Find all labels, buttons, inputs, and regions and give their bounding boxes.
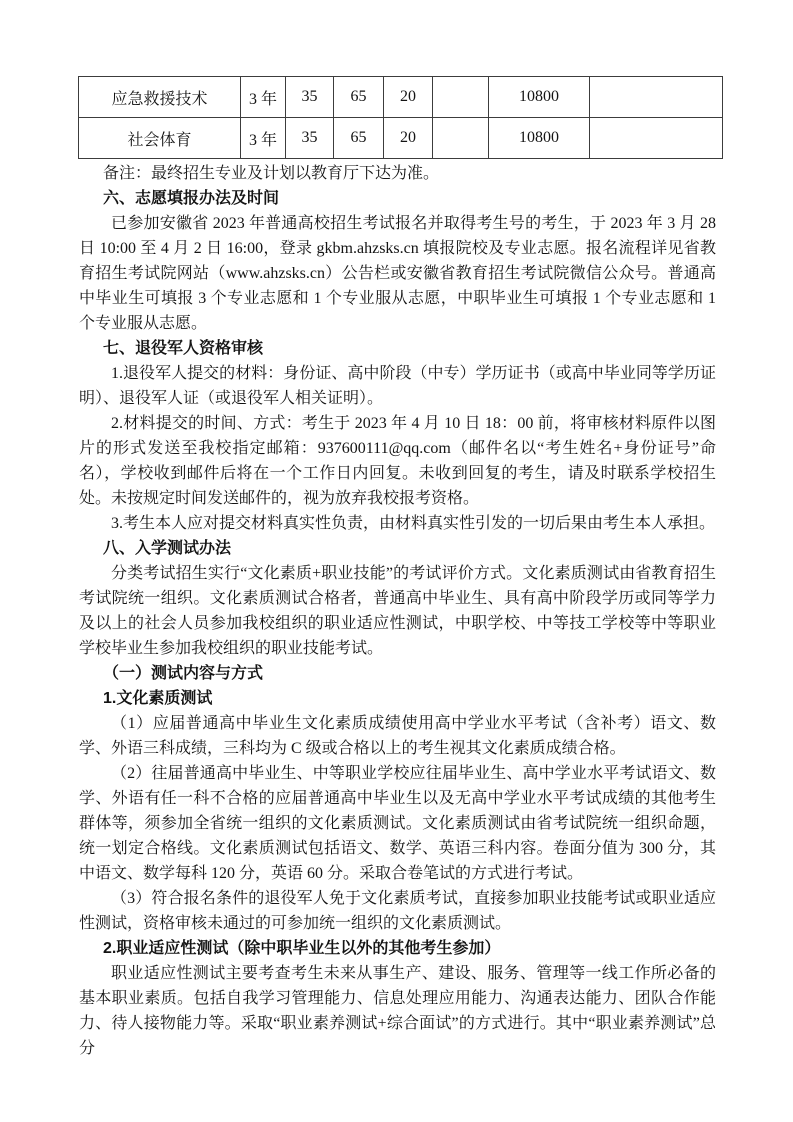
enrollment-plan-table: [78, 76, 723, 159]
table-row: [79, 118, 723, 159]
paragraph: （1）应届普通高中毕业生文化素质成绩使用高中学业水平考试（含补考）语文、数学、外语三科成绩，三科均为 C 级或合格以上的考生视其文化素质成绩合格。: [79, 715, 716, 757]
table-cell: 10800: [489, 77, 590, 118]
note-line: 备注：最终招生专业及计划以教育厅下达为准。: [103, 165, 440, 182]
table-row: [79, 77, 723, 118]
section-heading: 七、退役军人资格审核: [103, 340, 264, 357]
table-cell: [433, 118, 489, 159]
section-heading: 1.文化素质测试: [103, 690, 213, 707]
paragraph: （2）往届普通高中毕业生、中等职业学校应往届毕业生、高中学业水平考试语文、数学、外语有任一科不合格的应届普通高中毕业生以及无高中学业水平考试成绩的其他考生群体等，须参加全省统一组织的文化素质测试。文化素质测试由省考试院统一组织命题，统一划定合格线。文化素质测试包括语文、数学、英语三科内容。卷面分值为 300 分，其中语文、数学每科 120 分，英语 60 分。采取合卷笔试的方式进行考试。: [79, 765, 716, 882]
table-cell: 20: [384, 118, 433, 159]
paragraph: （3）符合报名条件的退役军人免于文化素质考试，直接参加职业技能考试或职业适应性测试，资格审核未通过的可参加统一组织的文化素质测试。: [79, 890, 716, 932]
table-cell: 65: [334, 118, 384, 159]
table-cell: 3 年: [241, 77, 286, 118]
paragraph: 分类考试招生实行“文化素质+职业技能”的考试评价方式。文化素质测试由省教育招生考试院统一组织。文化素质测试合格者，普通高中毕业生、具有高中阶段学历或同等学力及以上的社会人员参加我校组织的职业适应性测试，中职学校、中等技工学校等中等职业学校毕业生参加我校组织的职业技能考试。: [79, 565, 716, 657]
table-cell: 20: [384, 77, 433, 118]
table-cell: [590, 77, 723, 118]
table-cell: 35: [286, 118, 334, 159]
paragraph: 2.材料提交的时间、方式：考生于 2023 年 4 月 10 日 18：00 前，将审核材料原件以图片的形式发送至我校指定邮箱：937600111@qq.com（邮件名以“考生姓名+身份证号”命名），学校收到邮件后将在一个工作日内回复。未收到回复的考生，请及时联系学校招生处。未按规定时间发送邮件的，视为放弃我校报考资格。: [79, 415, 716, 507]
table-cell: 35: [286, 77, 334, 118]
paragraph: 已参加安徽省 2023 年普通高校招生考试报名并取得考生号的考生，于 2023 年 3 月 28 日 10:00 至 4 月 2 日 16:00，登录 gkbm.ahzsks.cn 填报院校及专业志愿。报名流程详见省教育招生考试院网站（www.ahzsks.cn）公告栏或安徽省教育招生考试院微信公众号。普通高中毕业生可填报 3 个专业志愿和 1 个专业服从志愿，中职毕业生可填报 1 个专业志愿和 1 个专业服从志愿。: [79, 215, 716, 332]
plan-table-body: [79, 77, 723, 159]
document-content: [79, 161, 716, 1061]
table-cell: 社会体育: [79, 118, 241, 159]
section-heading: 八、入学测试办法: [103, 540, 232, 557]
table-cell: 应急救援技术: [79, 77, 241, 118]
paragraph: 3.考生本人应对提交材料真实性负责，由材料真实性引发的一切后果由考生本人承担。: [111, 515, 716, 532]
section-heading: （一）测试内容与方式: [103, 665, 264, 682]
paragraph: 1.退役军人提交的材料：身份证、高中阶段（中专）学历证书（或高中毕业同等学历证明）、退役军人证（或退役军人相关证明）。: [79, 365, 716, 407]
table-cell: [590, 118, 723, 159]
table-cell: 65: [334, 77, 384, 118]
table-cell: 10800: [489, 118, 590, 159]
section-heading: 六、志愿填报办法及时间: [103, 190, 280, 207]
paragraph: 职业适应性测试主要考查考生未来从事生产、建设、服务、管理等一线工作所必备的基本职业素质。包括自我学习管理能力、信息处理应用能力、沟通表达能力、团队合作能力、待人接物能力等。采取“职业素养测试+综合面试”的方式进行。其中“职业素养测试”总分: [79, 965, 716, 1057]
table-cell: [433, 77, 489, 118]
section-heading: 2.职业适应性测试（除中职毕业生以外的其他考生参加）: [103, 940, 501, 957]
table-cell: 3 年: [241, 118, 286, 159]
